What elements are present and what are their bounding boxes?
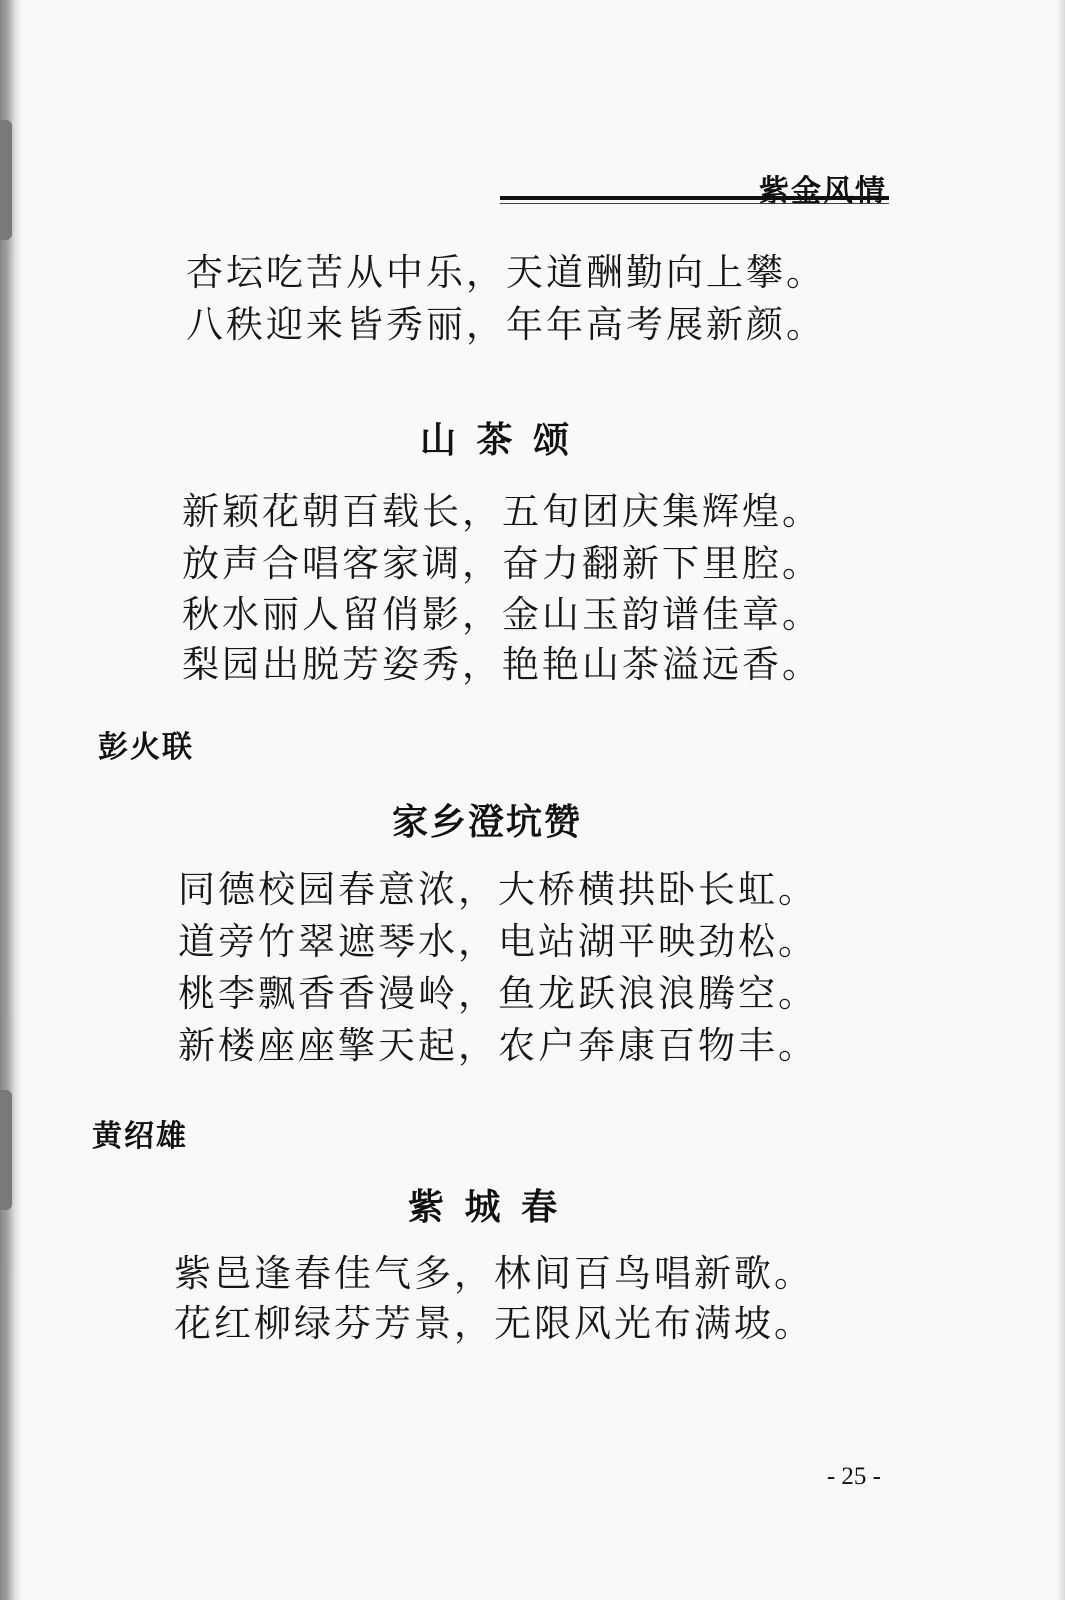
poem-line: 新楼座座擎天起，农户奔康百物丰。 <box>178 1024 818 1067</box>
scan-right-edge <box>1057 0 1065 1600</box>
header-rule-thin <box>500 203 889 204</box>
poem-line: 梨园出脱芳姿秀，艳艳山茶溢远香。 <box>182 643 822 686</box>
author-name: 彭火联 <box>98 730 194 765</box>
poem-line: 杏坛吃苦从中乐，天道酬勤向上攀。 <box>186 251 826 294</box>
author-name: 黄绍雄 <box>92 1119 188 1154</box>
poem-title: 紫 城 春 <box>408 1187 562 1228</box>
poem-line: 花红柳绿芬芳景，无限风光布满坡。 <box>174 1302 814 1345</box>
poem-title: 家乡澄坑赞 <box>392 802 583 843</box>
poem-line: 秋水丽人留俏影，金山玉韵谱佳章。 <box>182 593 822 636</box>
poem-title: 山 茶 颂 <box>420 420 574 461</box>
poem-line: 放声合唱客家调，奋力翻新下里腔。 <box>182 542 822 585</box>
poem-line: 道旁竹翠遮琴水，电站湖平映劲松。 <box>178 920 818 963</box>
poem-line: 新颖花朝百载长，五旬团庆集辉煌。 <box>182 490 822 533</box>
header-rule <box>500 196 889 200</box>
poem-line: 桃李飘香香漫岭，鱼龙跃浪浪腾空。 <box>178 972 818 1015</box>
poem-line: 紫邑逢春佳气多，林间百鸟唱新歌。 <box>174 1252 814 1295</box>
page-number: - 25 - <box>826 1463 881 1490</box>
section-header: 紫金风情 <box>759 174 887 209</box>
poem-line: 同德校园春意浓，大桥横拱卧长虹。 <box>178 868 818 911</box>
scan-left-edge <box>0 0 22 1600</box>
poem-line: 八秩迎来皆秀丽，年年高考展新颜。 <box>186 303 826 346</box>
